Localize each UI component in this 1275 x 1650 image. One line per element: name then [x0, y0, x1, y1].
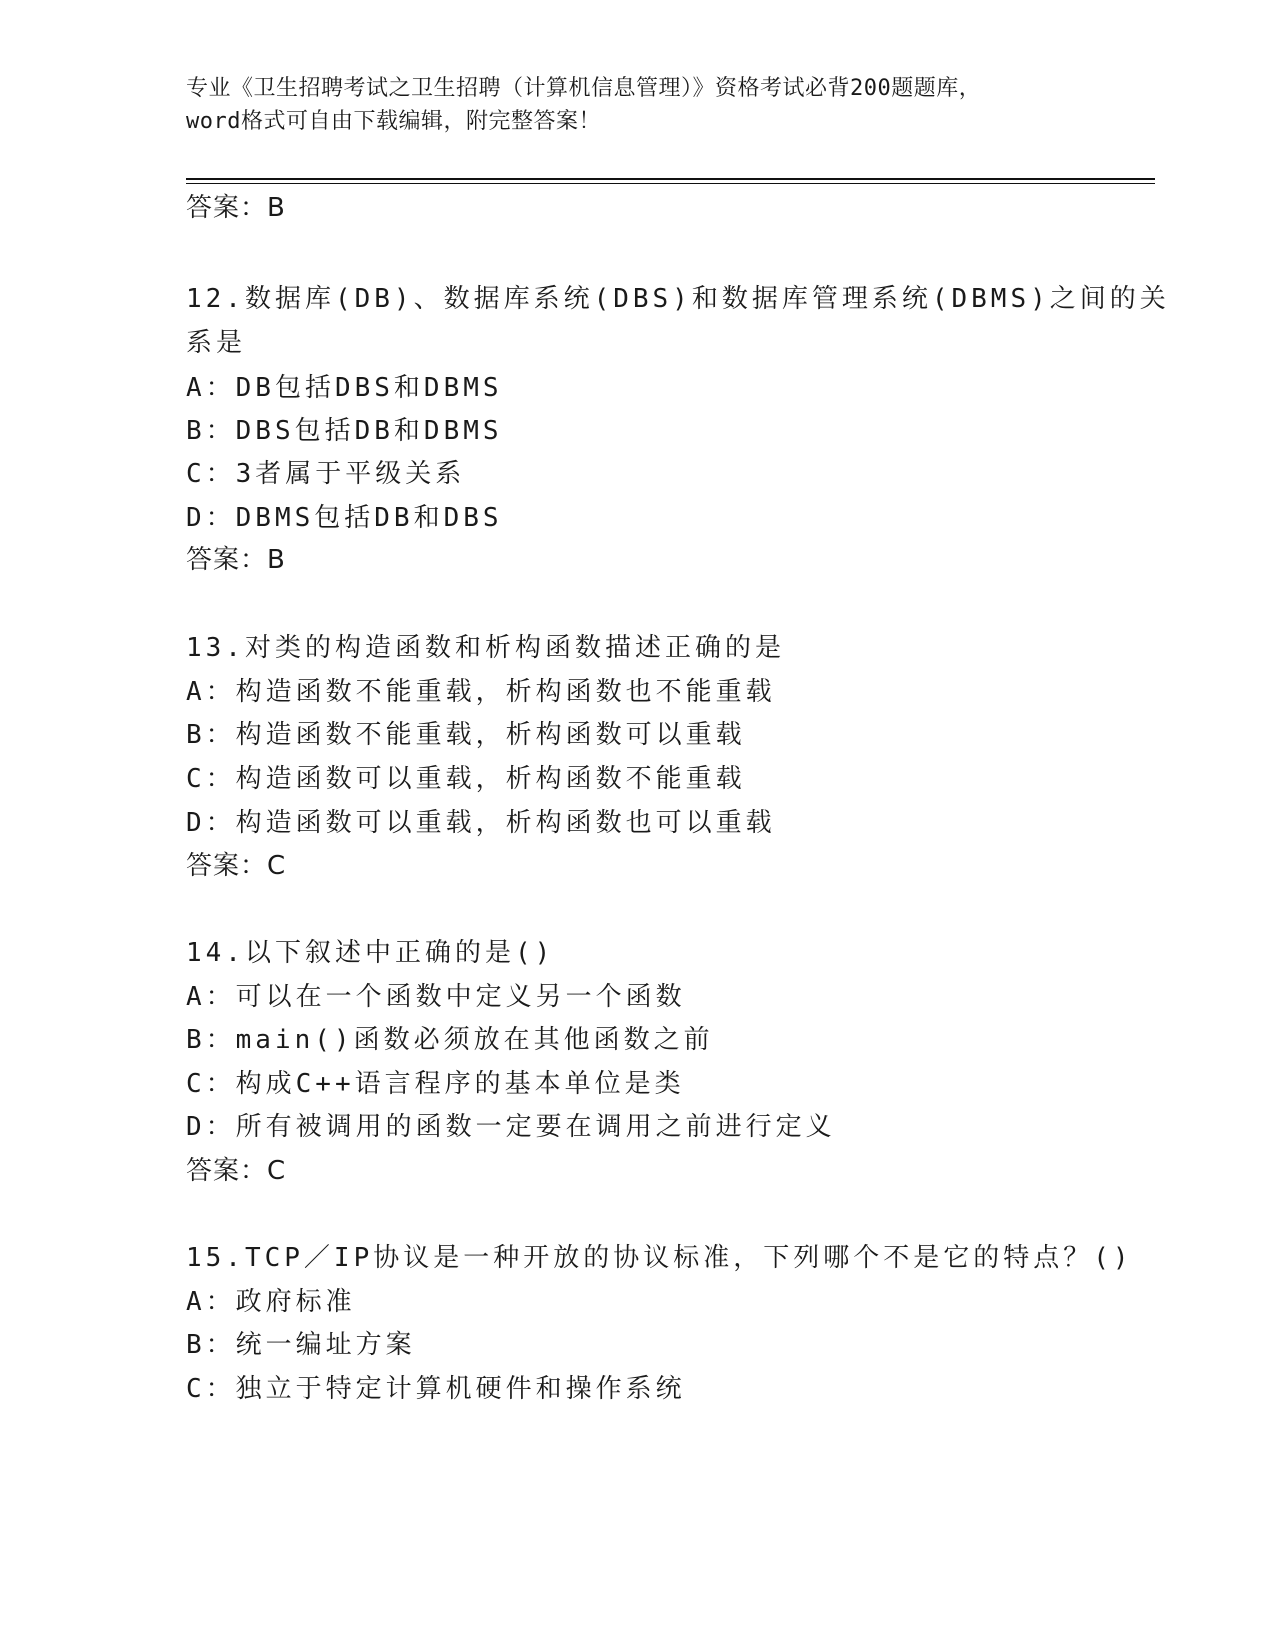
document-header	[186, 72, 1086, 138]
answer-line: 答案：B	[186, 545, 286, 575]
option-b: B：统一编址方案	[186, 1330, 416, 1360]
option-a: A：构造函数不能重载，析构函数也不能重载	[186, 677, 776, 707]
answer-line: 答案：C	[186, 1156, 287, 1186]
option-d: D：DBMS包括DB和DBS	[186, 503, 503, 533]
option-a: A：DB包括DBS和DBMS	[186, 373, 503, 403]
question-title: 15.TCP／IP协议是一种开放的协议标准，下列哪个不是它的特点？()	[186, 1243, 1133, 1273]
header-line-2: word格式可自由下载编辑，附完整答案！	[186, 109, 601, 134]
option-c: C：构造函数可以重载，析构函数不能重载	[186, 764, 746, 794]
option-d: D：构造函数可以重载，析构函数也可以重载	[186, 808, 776, 838]
answer-line: 答案：B	[186, 193, 286, 223]
question-title: 12.数据库(DB)、数据库系统(DBS)和数据库管理系统(DBMS)之间的关	[186, 284, 1170, 314]
answer-line: 答案：C	[186, 851, 287, 881]
option-b: B：main()函数必须放在其他函数之前	[186, 1025, 714, 1055]
question-title: 13.对类的构造函数和析构函数描述正确的是	[186, 633, 785, 663]
option-a: A：政府标准	[186, 1287, 356, 1317]
header-line-1: 专业《卫生招聘考试之卫生招聘（计算机信息管理）》资格考试必背200题题库，	[186, 76, 982, 101]
option-c: C：3者属于平级关系	[186, 459, 466, 489]
option-b: B：DBS包括DB和DBMS	[186, 416, 503, 446]
question-title: 14.以下叙述中正确的是()	[186, 938, 555, 968]
option-c: C：构成C++语言程序的基本单位是类	[186, 1069, 685, 1099]
question-title-continued: 系是	[186, 328, 247, 358]
option-d: D：所有被调用的函数一定要在调用之前进行定义	[186, 1112, 836, 1142]
option-c: C：独立于特定计算机硬件和操作系统	[186, 1374, 686, 1404]
header-divider-thick	[186, 178, 1155, 180]
header-divider-thin	[186, 183, 1155, 184]
option-b: B：构造函数不能重载，析构函数可以重载	[186, 720, 746, 750]
option-a: A：可以在一个函数中定义另一个函数	[186, 982, 686, 1012]
